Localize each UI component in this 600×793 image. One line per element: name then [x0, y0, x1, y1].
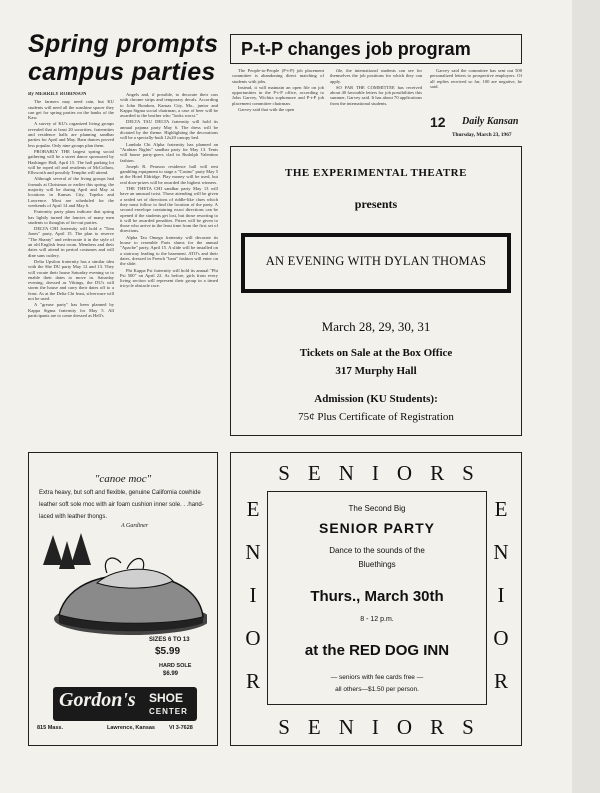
theatre-admission: Admission (KU Students): — [314, 393, 438, 405]
theatre-tickets: Tickets on Sale at the Box Office — [299, 347, 453, 359]
spring-paragraph: Lambda Chi Alpha fraternity has planned an "Arabian Nights" sandbar party for May 13. Tents will house party-goers clad in Rudolph Valentino fashion. — [120, 141, 218, 163]
spring-paragraph: Alpha Tau Omega fraternity will decorate its house to resemble Paris slums for the annual "Apache" party, April 15. A slide will be installed on a stairway leading to the basement. ATO's and their dates, dressed in French "beat" fashion will enter on the slide. — [120, 234, 218, 267]
page-number: 12 — [430, 114, 446, 130]
seniors-line-7: at the RED DOG INN — [304, 642, 450, 659]
spring-paragraph: Delta Upsilon fraternity has a similar idea with the She DU party May 12 and 13. They will vacate their house Saturday evening so to enable their dates to move in. Saturday evening, dressed as Vikings, the DU's will storm the house and carry their dates off to a feast. As at the Delta Chi feast, silverware will not be used. — [28, 258, 114, 301]
theatre-title-panel — [245, 237, 507, 289]
theatre-location: 317 Murphy Hall — [335, 365, 417, 377]
gordons-price-2: $6.99 — [163, 671, 179, 677]
seniors-top-word: SENIORS — [278, 461, 492, 485]
seniors-right-letter: N — [493, 540, 509, 564]
seniors-left-letter: I — [249, 583, 257, 607]
seniors-ad — [230, 452, 522, 746]
spring-column-1 — [28, 92, 114, 444]
seniors-line-5: Thurs., March 30th — [310, 588, 444, 605]
gordons-sizes: SIZES 6 TO 13 — [149, 637, 190, 643]
gordons-logo-name: Gordon's — [59, 689, 136, 711]
seniors-left-letter: O — [245, 626, 261, 650]
spring-paragraph: Angels and, if possible, to decorate their cars with chrome strips and temporary decals. According to John Bondom, Kansas City, Mo., junior and Kappa Sigma social chairman, a case of beer will be awarded to the brother who "looks worst." — [120, 92, 218, 119]
gordons-hard-sole: HARD SOLE — [159, 663, 192, 669]
gordons-address: 815 Mass. — [37, 725, 63, 731]
spring-headline-line-2: campus parties — [28, 58, 216, 86]
gordons-product-name: "canoe moc" — [94, 473, 152, 485]
theatre-title: AN EVENING WITH DYLAN THOMAS — [265, 254, 487, 268]
ptp-paragraph: Garvey said the committee has sent out 500 personalized letters to prospective employers. Of all replies received so far, 100 are negative, he said. — [430, 68, 522, 89]
seniors-right-letter: R — [493, 669, 508, 693]
spring-paragraph: Although several of the living groups had formals at Christmas or earlier this spring, the majority will be during April and May at locations in Kansas City, Topeka and Lawrence. Most are scheduled for the weekends of April 14 and May 6. — [28, 176, 114, 208]
seniors-right-letter: O — [493, 626, 509, 650]
spring-paragraph: Phi Kappa Psi fraternity will hold its annual "Phi Psi 500" on April 22. As before, girls from every living section will represent their group in a timed tricycle obstacle race. — [120, 267, 218, 289]
gordons-price-1: $5.99 — [155, 646, 181, 657]
gordons-brand-script: A Gardiner — [121, 523, 149, 529]
gordons-logo — [53, 687, 197, 721]
spring-byline: By MERRILY ROBINSON — [28, 92, 87, 97]
seniors-left-letter: N — [245, 540, 261, 564]
seniors-line-6: 8 - 12 p.m. — [360, 616, 394, 623]
seniors-line-3: Dance to the sounds of the — [329, 546, 425, 555]
ptp-column-3 — [430, 68, 522, 108]
seniors-line-1: The Second Big — [348, 504, 406, 513]
ptp-paragraph: SO FAR THE COMMITTEE has received about 40 favorable letters for job possibilities this summer, Garvey said. It has about 70 applications from the international students. — [330, 84, 422, 106]
seniors-left-letter: E — [246, 497, 260, 521]
seniors-bottom-word: SENIORS — [278, 715, 492, 739]
ptp-headline: P-t-P changes job program — [241, 39, 471, 59]
ptp-paragraph: Instead, it will maintain an open file on job opportunities in the P-t-P office, according to John Garvey, Wichita sophomore and P-t-P job placement committee chairman. — [232, 84, 324, 106]
ptp-column-1 — [232, 68, 324, 138]
theatre-admission-price: 75¢ Plus Certificate of Registration — [298, 411, 454, 423]
spring-paragraph: THE THETA CHI sandbar party May 13 will have an unusual twist. Those attending will be given a sealed set of directions of riddle-like clues which they must follow to find the location of the party. A second envelope containing exact directions can be opened if the students get lost, but those resorting to it will be awarded penalties. Prizes will be given to those who arrive in the least time from the first set of directions. — [120, 186, 218, 234]
spring-headline — [28, 30, 228, 86]
theatre-presents: presents — [354, 197, 398, 211]
moccasin-illustration — [37, 529, 207, 649]
theatre-presenter: THE EXPERIMENTAL THEATRE — [285, 167, 467, 179]
gordons-city: Lawrence, Kansas — [107, 725, 155, 731]
gordons-logo-shoe: SHOE — [149, 691, 184, 705]
spring-paragraph: Joseph R. Pearson residence hall will rent gambling equipment to stage a "Casino" party May 5 at the Hotel Eldridge. Play money will be used, but real door-prizes will be awarded the highest winners. — [120, 163, 218, 185]
seniors-right-letter: I — [497, 583, 505, 607]
ptp-headline-box — [230, 34, 522, 64]
spring-paragraph: DELTA CHI fraternity will hold a "Tom Jones" party, April 15. The plan to reserve "The Shanty" and redecorate it in the style of an old English feast room. Members and their dates will attend in period costumes and will dine sans cutlery. — [28, 226, 114, 258]
theatre-title-frame — [241, 233, 511, 293]
seniors-right-column — [489, 497, 513, 712]
spring-paragraph: A "grease party" has been planned by Kappa Sigma fraternity for May 5. All participants are to come dressed as Hell's — [28, 302, 114, 318]
seniors-inner-box — [267, 491, 487, 705]
spring-paragraph: DELTA TAU DELTA fraternity will hold its annual pajama party May 6. The dress will be dictated by the theme. Highlighting the decorations will be a specially-built 12x20 canopy bed. — [120, 119, 218, 141]
theatre-dates: March 28, 29, 30, 31 — [321, 319, 431, 334]
gordons-logo-center: CENTER — [149, 707, 188, 716]
theatre-ad — [230, 146, 522, 436]
seniors-left-column — [241, 497, 265, 712]
spring-paragraph: Fraternity party plans indicate that spring has lightly turned the fancies of many men students to thoughts of far-out parties. — [28, 209, 114, 225]
right-edge-strip — [572, 0, 600, 793]
ptp-paragraph: file, the international students can see for themselves the job positions for which they can apply. — [330, 68, 422, 84]
ptp-column-2 — [330, 68, 422, 138]
paper-name: Daily Kansan — [462, 116, 519, 127]
gordons-phone: VI 3-7628 — [169, 725, 193, 731]
pine-tree-icon — [43, 533, 91, 569]
spring-paragraph: A survey of KU's organized living groups revealed that at least 20 sororities, fraternities and residence halls are planning sandbar parties for April and May. Barn dances proved less popular. Only nine groups plan them. — [28, 121, 114, 148]
seniors-line-4: Bluethings — [358, 560, 396, 569]
spring-paragraph: The farmers may need rain, but KU students will need all the sunshine spacer they can get for spring parties on the banks of the Kaw. — [28, 99, 114, 121]
spring-paragraph: PROBABLY THE largest spring social gathering will be a street dance sponsored by Hashinger Hall, April 15. The hall parking lot will be roped off and residents of McCollum, Ellsworth and possibly Templin will attend. — [28, 148, 114, 176]
seniors-line-2: SENIOR PARTY — [319, 520, 435, 536]
masthead — [430, 112, 542, 144]
gordons-description: Extra heavy, but soft and flexible, genuine California cowhide leather soft sole moc with air foam cushion inner sole. . .hand-laced with leather thongs. — [39, 490, 204, 520]
seniors-line-9: all others—$1.50 per person. — [335, 686, 419, 693]
seniors-left-letter: R — [245, 669, 260, 693]
ptp-paragraph: Garvey said that with the open — [238, 107, 295, 113]
spring-headline-line-1: Spring prompts — [28, 30, 219, 58]
seniors-right-letter: E — [494, 497, 508, 521]
issue-date: Thursday, March 23, 1967 — [452, 132, 512, 138]
ptp-paragraph: The People-to-People (P-t-P) job placement committee is abandoning direct matching of students with jobs. — [232, 68, 324, 84]
spring-column-2 — [120, 92, 218, 444]
seniors-line-8: — seniors with fee cards free — — [330, 674, 424, 681]
gordons-ad — [28, 452, 218, 746]
